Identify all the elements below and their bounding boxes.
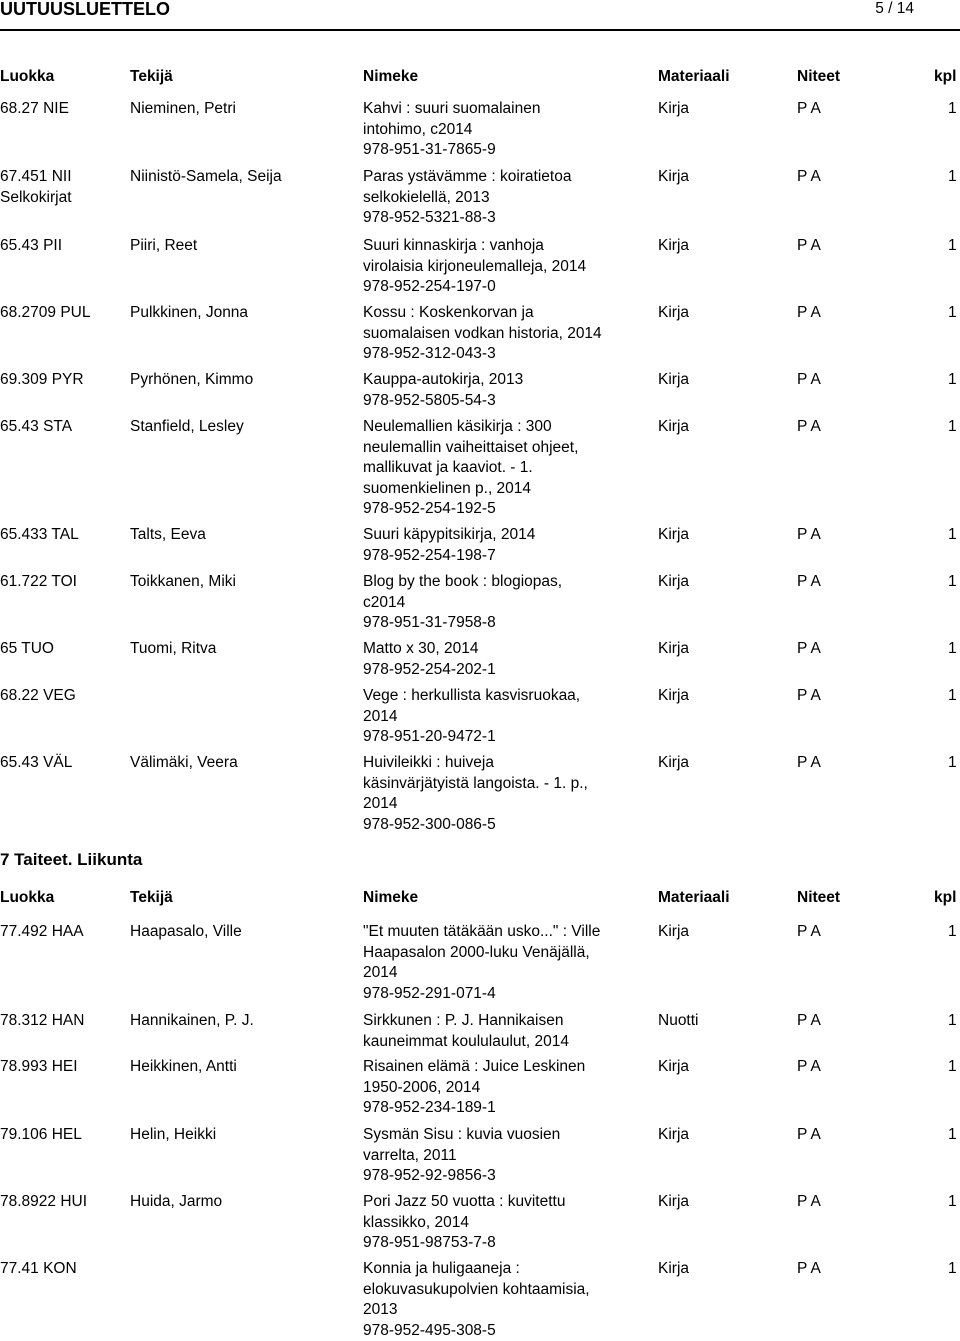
- author-value: Niinistö-Samela, Seija: [130, 167, 358, 188]
- qty-value: 1: [948, 167, 957, 188]
- title-line: kauneimmat koululaulut, 2014: [363, 1032, 635, 1053]
- cell-title: [363, 753, 635, 835]
- title-line: suomalaisen vodkan historia, 2014: [363, 324, 635, 345]
- cell-notes: [797, 1011, 821, 1032]
- cell-qty: [948, 922, 957, 943]
- title-line: Matto x 30, 2014: [363, 639, 635, 660]
- column-header-author: Tekijä: [130, 889, 173, 907]
- cell-notes: [797, 922, 821, 943]
- material-value: Kirja: [658, 639, 689, 660]
- material-value: Kirja: [658, 1192, 689, 1213]
- author-value: Piiri, Reet: [130, 236, 358, 257]
- qty-value: 1: [948, 417, 957, 438]
- class-line: 77.41 KON: [0, 1259, 128, 1280]
- cell-material: [658, 1057, 689, 1078]
- cell-notes: [797, 99, 821, 120]
- cell-notes: [797, 1057, 821, 1078]
- cell-material: [658, 753, 689, 774]
- cell-title: [363, 639, 635, 680]
- cell-class: [0, 572, 128, 593]
- author-value: Pyrhönen, Kimmo: [130, 370, 358, 391]
- notes-value: P A: [797, 525, 821, 546]
- title-line: Huivileikki : huiveja: [363, 753, 635, 774]
- author-value: Huida, Jarmo: [130, 1192, 358, 1213]
- title-line: Suuri kinnaskirja : vanhoja: [363, 236, 635, 257]
- title-line: 978-952-254-197-0: [363, 277, 635, 298]
- cell-material: [658, 1192, 689, 1213]
- title-line: Risainen elämä : Juice Leskinen: [363, 1057, 635, 1078]
- header-rule: [0, 29, 960, 31]
- cell-notes: [797, 167, 821, 188]
- cell-notes: [797, 1192, 821, 1213]
- qty-value: 1: [948, 922, 957, 943]
- title-line: 978-951-31-7958-8: [363, 613, 635, 634]
- column-header-qty: kpl: [934, 889, 956, 907]
- qty-value: 1: [948, 1259, 957, 1280]
- column-header-author: Tekijä: [130, 68, 173, 86]
- cell-material: [658, 417, 689, 438]
- cell-title: [363, 1011, 635, 1052]
- title-line: Blog by the book : blogiopas,: [363, 572, 635, 593]
- title-line: 978-952-312-043-3: [363, 344, 635, 365]
- title-line: Kossu : Koskenkorvan ja: [363, 303, 635, 324]
- notes-value: P A: [797, 753, 821, 774]
- author-value: Pulkkinen, Jonna: [130, 303, 358, 324]
- cell-author: [130, 1192, 358, 1213]
- class-line: 78.312 HAN: [0, 1011, 128, 1032]
- qty-value: 1: [948, 1011, 957, 1032]
- cell-author: [130, 922, 358, 943]
- qty-value: 1: [948, 1125, 957, 1146]
- cell-class: [0, 686, 128, 707]
- notes-value: P A: [797, 639, 821, 660]
- cell-class: [0, 303, 128, 324]
- title-line: c2014: [363, 593, 635, 614]
- cell-material: [658, 686, 689, 707]
- cell-qty: [948, 167, 957, 188]
- title-line: Pori Jazz 50 vuotta : kuvitettu: [363, 1192, 635, 1213]
- cell-qty: [948, 417, 957, 438]
- author-value: Tuomi, Ritva: [130, 639, 358, 660]
- cell-qty: [948, 686, 957, 707]
- title-line: intohimo, c2014: [363, 120, 635, 141]
- cell-author: [130, 525, 358, 546]
- cell-qty: [948, 236, 957, 257]
- cell-qty: [948, 1011, 957, 1032]
- page-number: 5 / 14: [875, 0, 914, 18]
- notes-value: P A: [797, 1259, 821, 1280]
- cell-material: [658, 639, 689, 660]
- author-value: Nieminen, Petri: [130, 99, 358, 120]
- cell-author: [130, 370, 358, 391]
- material-value: Kirja: [658, 572, 689, 593]
- cell-class: [0, 922, 128, 943]
- cell-author: [130, 303, 358, 324]
- cell-title: [363, 417, 635, 520]
- cell-class: [0, 1125, 128, 1146]
- cell-title: [363, 686, 635, 748]
- cell-class: [0, 99, 128, 120]
- qty-value: 1: [948, 303, 957, 324]
- title-line: 978-951-31-7865-9: [363, 140, 635, 161]
- title-line: Konnia ja huligaaneja :: [363, 1259, 635, 1280]
- class-line: 68.27 NIE: [0, 99, 128, 120]
- title-line: 978-952-254-198-7: [363, 546, 635, 567]
- cell-title: [363, 1259, 635, 1341]
- title-line: 2014: [363, 794, 635, 815]
- class-line: 69.309 PYR: [0, 370, 128, 391]
- title-line: käsinvärjätyistä langoista. - 1. p.,: [363, 774, 635, 795]
- notes-value: P A: [797, 1011, 821, 1032]
- title-line: suomenkielinen p., 2014: [363, 479, 635, 500]
- cell-qty: [948, 1125, 957, 1146]
- cell-notes: [797, 753, 821, 774]
- cell-material: [658, 303, 689, 324]
- cell-author: [130, 167, 358, 188]
- cell-author: [130, 1057, 358, 1078]
- class-line: 78.993 HEI: [0, 1057, 128, 1078]
- cell-notes: [797, 1259, 821, 1280]
- notes-value: P A: [797, 236, 821, 257]
- cell-notes: [797, 686, 821, 707]
- title-line: selkokielellä, 2013: [363, 188, 635, 209]
- class-line: 68.22 VEG: [0, 686, 128, 707]
- cell-notes: [797, 572, 821, 593]
- cell-class: [0, 1192, 128, 1213]
- author-value: Hannikainen, P. J.: [130, 1011, 358, 1032]
- title-line: 978-952-234-189-1: [363, 1098, 635, 1119]
- class-line: 77.492 HAA: [0, 922, 128, 943]
- title-line: elokuvasukupolvien kohtaamisia,: [363, 1280, 635, 1301]
- title-line: Kahvi : suuri suomalainen: [363, 99, 635, 120]
- material-value: Kirja: [658, 1259, 689, 1280]
- material-value: Kirja: [658, 370, 689, 391]
- material-value: Kirja: [658, 1125, 689, 1146]
- qty-value: 1: [948, 639, 957, 660]
- title-line: 978-952-254-202-1: [363, 660, 635, 681]
- cell-material: [658, 236, 689, 257]
- column-header-material: Materiaali: [658, 68, 730, 86]
- cell-author: [130, 236, 358, 257]
- title-line: 2013: [363, 1300, 635, 1321]
- class-line: 68.2709 PUL: [0, 303, 128, 324]
- cell-qty: [948, 370, 957, 391]
- title-line: 978-951-20-9472-1: [363, 727, 635, 748]
- notes-value: P A: [797, 303, 821, 324]
- title-line: Kauppa-autokirja, 2013: [363, 370, 635, 391]
- title-line: 978-951-98753-7-8: [363, 1233, 635, 1254]
- column-header-class: Luokka: [0, 889, 54, 907]
- notes-value: P A: [797, 167, 821, 188]
- cell-author: [130, 753, 358, 774]
- cell-title: [363, 922, 635, 1004]
- cell-material: [658, 99, 689, 120]
- title-line: Sysmän Sisu : kuvia vuosien: [363, 1125, 635, 1146]
- title-line: 978-952-254-192-5: [363, 499, 635, 520]
- cell-title: [363, 1192, 635, 1254]
- column-header-class: Luokka: [0, 68, 54, 86]
- author-value: Haapasalo, Ville: [130, 922, 358, 943]
- cell-qty: [948, 753, 957, 774]
- cell-title: [363, 370, 635, 411]
- author-value: Toikkanen, Miki: [130, 572, 358, 593]
- class-line: 61.722 TOI: [0, 572, 128, 593]
- cell-notes: [797, 525, 821, 546]
- notes-value: P A: [797, 922, 821, 943]
- notes-value: P A: [797, 1192, 821, 1213]
- cell-notes: [797, 236, 821, 257]
- class-line: 65.433 TAL: [0, 525, 128, 546]
- cell-author: [130, 1125, 358, 1146]
- title-line: Vege : herkullista kasvisruokaa,: [363, 686, 635, 707]
- notes-value: P A: [797, 99, 821, 120]
- title-line: 978-952-5321-88-3: [363, 208, 635, 229]
- cell-class: [0, 417, 128, 438]
- column-header-notes: Niteet: [797, 889, 840, 907]
- cell-title: [363, 572, 635, 634]
- cell-class: [0, 1011, 128, 1032]
- cell-material: [658, 167, 689, 188]
- cell-material: [658, 1125, 689, 1146]
- cell-class: [0, 167, 128, 208]
- notes-value: P A: [797, 686, 821, 707]
- cell-qty: [948, 99, 957, 120]
- column-header-qty: kpl: [934, 68, 956, 86]
- notes-value: P A: [797, 417, 821, 438]
- author-value: Välimäki, Veera: [130, 753, 358, 774]
- cell-material: [658, 922, 689, 943]
- material-value: Nuotti: [658, 1011, 699, 1032]
- material-value: Kirja: [658, 303, 689, 324]
- material-value: Kirja: [658, 236, 689, 257]
- notes-value: P A: [797, 1057, 821, 1078]
- cell-notes: [797, 303, 821, 324]
- column-header-title: Nimeke: [363, 68, 418, 86]
- cell-class: [0, 370, 128, 391]
- cell-material: [658, 370, 689, 391]
- author-value: Stanfield, Lesley: [130, 417, 358, 438]
- cell-material: [658, 1259, 689, 1280]
- cell-material: [658, 1011, 699, 1032]
- cell-material: [658, 572, 689, 593]
- class-line: 65.43 VÄL: [0, 753, 128, 774]
- title-line: Paras ystävämme : koiratietoa: [363, 167, 635, 188]
- title-line: 978-952-92-9856-3: [363, 1166, 635, 1187]
- title-line: 2014: [363, 707, 635, 728]
- cell-qty: [948, 303, 957, 324]
- material-value: Kirja: [658, 922, 689, 943]
- qty-value: 1: [948, 99, 957, 120]
- cell-notes: [797, 417, 821, 438]
- cell-notes: [797, 370, 821, 391]
- title-line: 978-952-300-086-5: [363, 815, 635, 836]
- title-line: 2014: [363, 963, 635, 984]
- qty-value: 1: [948, 236, 957, 257]
- title-line: klassikko, 2014: [363, 1213, 635, 1234]
- cell-title: [363, 167, 635, 229]
- cell-title: [363, 99, 635, 161]
- cell-notes: [797, 639, 821, 660]
- cell-author: [130, 572, 358, 593]
- title-line: Sirkkunen : P. J. Hannikaisen: [363, 1011, 635, 1032]
- cell-qty: [948, 1259, 957, 1280]
- cell-title: [363, 1125, 635, 1187]
- cell-class: [0, 1057, 128, 1078]
- author-value: Helin, Heikki: [130, 1125, 358, 1146]
- cell-qty: [948, 1192, 957, 1213]
- class-line: 65.43 STA: [0, 417, 128, 438]
- qty-value: 1: [948, 686, 957, 707]
- cell-qty: [948, 639, 957, 660]
- cell-qty: [948, 572, 957, 593]
- qty-value: 1: [948, 525, 957, 546]
- cell-notes: [797, 1125, 821, 1146]
- class-line: 78.8922 HUI: [0, 1192, 128, 1213]
- title-line: varrelta, 2011: [363, 1146, 635, 1167]
- title-line: 978-952-291-071-4: [363, 984, 635, 1005]
- material-value: Kirja: [658, 167, 689, 188]
- section-title: 7 Taiteet. Liikunta: [0, 850, 142, 870]
- material-value: Kirja: [658, 525, 689, 546]
- title-line: "Et muuten tätäkään usko..." : Ville: [363, 922, 635, 943]
- class-line: 65.43 PII: [0, 236, 128, 257]
- notes-value: P A: [797, 572, 821, 593]
- title-line: 978-952-495-308-5: [363, 1321, 635, 1341]
- cell-class: [0, 525, 128, 546]
- qty-value: 1: [948, 1057, 957, 1078]
- column-header-title: Nimeke: [363, 889, 418, 907]
- cell-class: [0, 639, 128, 660]
- author-value: Heikkinen, Antti: [130, 1057, 358, 1078]
- cell-title: [363, 1057, 635, 1119]
- column-header-notes: Niteet: [797, 68, 840, 86]
- title-line: neulemallin vaiheittaiset ohjeet,: [363, 438, 635, 459]
- class-line: 79.106 HEL: [0, 1125, 128, 1146]
- qty-value: 1: [948, 1192, 957, 1213]
- title-line: 978-952-5805-54-3: [363, 391, 635, 412]
- class-line: 67.451 NII: [0, 167, 128, 188]
- class-line: 65 TUO: [0, 639, 128, 660]
- cell-class: [0, 1259, 128, 1280]
- cell-qty: [948, 1057, 957, 1078]
- title-line: mallikuvat ja kaaviot. - 1.: [363, 458, 635, 479]
- cell-author: [130, 417, 358, 438]
- material-value: Kirja: [658, 753, 689, 774]
- qty-value: 1: [948, 753, 957, 774]
- cell-qty: [948, 525, 957, 546]
- title-line: Suuri käpypitsikirja, 2014: [363, 525, 635, 546]
- document-title: UUTUUSLUETTELO: [0, 0, 170, 20]
- cell-title: [363, 525, 635, 566]
- material-value: Kirja: [658, 1057, 689, 1078]
- cell-title: [363, 303, 635, 365]
- title-line: Haapasalon 2000-luku Venäjällä,: [363, 943, 635, 964]
- class-line: Selkokirjat: [0, 188, 128, 209]
- cell-title: [363, 236, 635, 298]
- title-line: virolaisia kirjoneulemalleja, 2014: [363, 257, 635, 278]
- cell-author: [130, 1011, 358, 1032]
- author-value: Talts, Eeva: [130, 525, 358, 546]
- title-line: Neulemallien käsikirja : 300: [363, 417, 635, 438]
- qty-value: 1: [948, 572, 957, 593]
- notes-value: P A: [797, 1125, 821, 1146]
- cell-class: [0, 753, 128, 774]
- title-line: 1950-2006, 2014: [363, 1078, 635, 1099]
- material-value: Kirja: [658, 417, 689, 438]
- cell-author: [130, 99, 358, 120]
- cell-class: [0, 236, 128, 257]
- column-header-material: Materiaali: [658, 889, 730, 907]
- cell-material: [658, 525, 689, 546]
- notes-value: P A: [797, 370, 821, 391]
- material-value: Kirja: [658, 99, 689, 120]
- cell-author: [130, 639, 358, 660]
- material-value: Kirja: [658, 686, 689, 707]
- qty-value: 1: [948, 370, 957, 391]
